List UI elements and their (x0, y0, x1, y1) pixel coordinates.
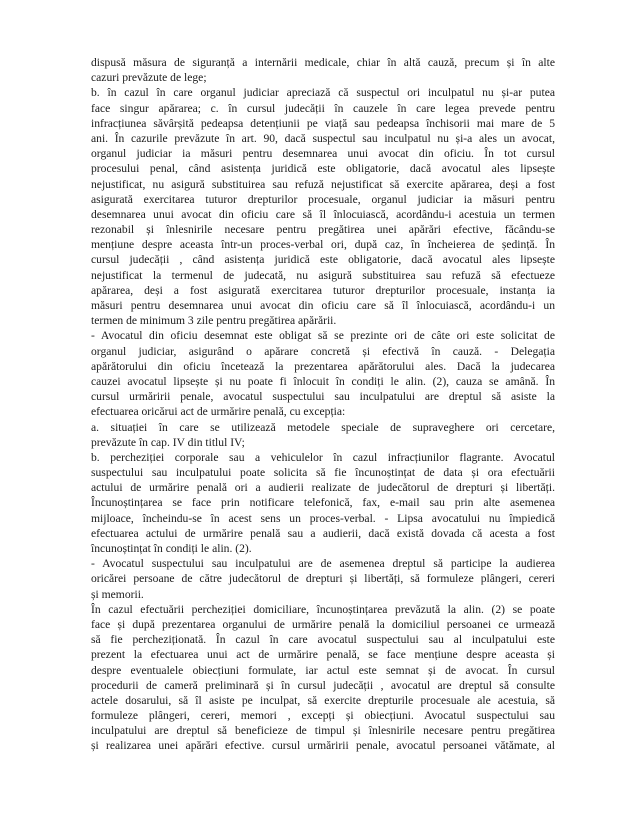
text-line: efectuarea oricărui act de urmărire penală, cu excepția: (91, 405, 346, 419)
text-line: infracțiunea săvârșită pedeapsa detențiunii pe viață sau pedeapsa închisorii mai mare de 5 (91, 116, 555, 130)
text-line: cauzei avocatul lipsește și nu poate fi înlocuit în condiți le alin. (2), cauza se amână. În (91, 374, 555, 388)
text-line: cursul judecății , când asistența juridică este obligatorie, dacă avocatul ales lipsește (91, 253, 555, 267)
text-line: b. în cazul în care organul judiciar apreciază că suspectul ori inculpatul nu și-ar putea (91, 86, 555, 100)
text-line: b. percheziției corporale sau a vehiculelor în cazul infracțiunilor flagrante. Avocatul (91, 450, 555, 464)
text-line: actului de urmărire penală ori a audierii realizate de judecătorul de drepturi și libertăți. (91, 481, 555, 495)
text-line: să fie percheziționată. În cazul în care avocatul suspectului sau al inculpatului este (91, 633, 555, 647)
text-line: face singur apărarea; c. în cursul judecății în cauzele în care legea prevede pentru (91, 101, 555, 115)
text-line: cazuri prevăzute de lege; (91, 71, 207, 85)
text-line: prevăzute în cap. IV din titlul IV; (91, 435, 245, 449)
text-line: organul judiciar, asigurând o apărare concretă și efectivă în cauză. - Delegația (91, 344, 555, 358)
text-line: și realizarea unei apărări efective. cursul urmăririi penale, avocatul persoanei vătămate, al (91, 739, 555, 753)
text-line: dispusă măsura de siguranță a internării medicale, chiar în altă cauză, precum și în alte (91, 56, 555, 69)
text-line: face și după prezentarea organului de urmărire penală la domiciliul persoanei ce urmează (91, 617, 555, 631)
text-line: ani. În cazurile prevăzute în art. 90, dacă suspectul sau inculpatul nu și-a ales un avocat, (91, 131, 555, 145)
text-line: Încunoștințarea se face prin notificare telefonică, fax, e-mail sau prin alte asemenea (91, 496, 555, 510)
text-line: - Avocatul suspectului sau inculpatului are de asemenea dreptul să participe la audierea (91, 557, 555, 571)
document-page (91, 55, 555, 754)
text-line: încunoștințat în condiți le alin. (2). (91, 542, 252, 555)
text-line: actele dosarului, să îl asiste pe inculpat, să exercite drepturile procesuale ale acestuia, să (91, 693, 555, 707)
text-line: inculpatului are dreptul să beneficieze de timpul și înlesnirile necesare pentru pregătirea (91, 724, 555, 738)
text-line: mijloace, încheindu-se în acest sens un proces-verbal. - Lipsa avocatului nu împiedică (91, 511, 555, 525)
text-line: măsuri pentru desemnarea unui avocat din oficiu care să îl înlocuiască, acordându-i un (91, 299, 555, 312)
text-line: desemnarea unui avocat din oficiu care să îl înlocuiască, acordându-i acestuia un termen (91, 207, 555, 221)
text-line: efectuarea actului de urmărire penală sau a audierii, dacă există dovada că acesta a fost (91, 526, 555, 540)
text-line: organul judiciar ia măsuri pentru desemnarea unui avocat din oficiu. În tot cursul (91, 147, 555, 161)
text-line: procesului penal, când asistența juridică este obligatorie, dacă avocatul ales lipsește (91, 162, 555, 176)
text-line: procedurii de cameră preliminară și în cursul judecății , avocatul are dreptul să consulte (91, 678, 555, 692)
text-line: apărarea, deși a fost asigurată exercitarea tuturor drepturilor procesuale, instanța ia (91, 283, 555, 297)
text-line: mențiune despre aceasta într-un proces-verbal ori, după caz, în încheierea de ședință. În (91, 238, 555, 252)
text-line: apărătorului din oficiu încetează la prezentarea apărătorului ales. Dacă la judecarea (91, 359, 555, 373)
text-line: și memorii. (91, 587, 144, 601)
text-line: nejustificat, nu asigură substituirea sau refuză nejustificat să exercite apărarea, deși a fost (91, 177, 555, 191)
text-line: asigurată exercitarea tuturor drepturilor procesuale, organul judiciar ia măsuri pentru (91, 192, 555, 206)
text-line: cursul urmăririi penale, avocatul suspectului sau inculpatului are dreptul să asiste la (91, 390, 555, 404)
text-line: termen de minimum 3 zile pentru pregătirea apărării. (91, 314, 337, 328)
text-line: nejustificat la termenul de judecată, nu asigură substituirea sau refuză să efectueze (91, 268, 555, 282)
text-line: despre eventualele obiecțiuni formulate, iar actul este semnat și de avocat. În cursul (91, 663, 555, 677)
text-line: rezonabil și înlesnirile necesare pentru pregătirea unei apărări efective, făcându-se (91, 223, 555, 237)
text-line: În cazul efectuării percheziției domiciliare, încunoștințarea prevăzută la alin. (2) se poate (91, 602, 555, 616)
text-line: suspectului sau inculpatului poate solicita să fie încunoștințat de data și ora efectuării (91, 466, 555, 480)
text-line: oricărei persoane de către judecătorul de drepturi și libertăți, să formuleze plângeri, cereri (91, 572, 555, 586)
text-line: a. situației în care se utilizează metodele speciale de supraveghere ori cercetare, (91, 420, 555, 434)
text-line: formuleze plângeri, cereri, memori , excepți și obiecțiuni. Avocatul suspectului sau (91, 709, 555, 723)
text-line: prezent la efectuarea unui act de urmărire penală, se face mențiune despre aceasta și (91, 648, 555, 662)
text-line: - Avocatul din oficiu desemnat este obligat să se prezinte ori de câte ori este solicitat de (91, 329, 555, 343)
